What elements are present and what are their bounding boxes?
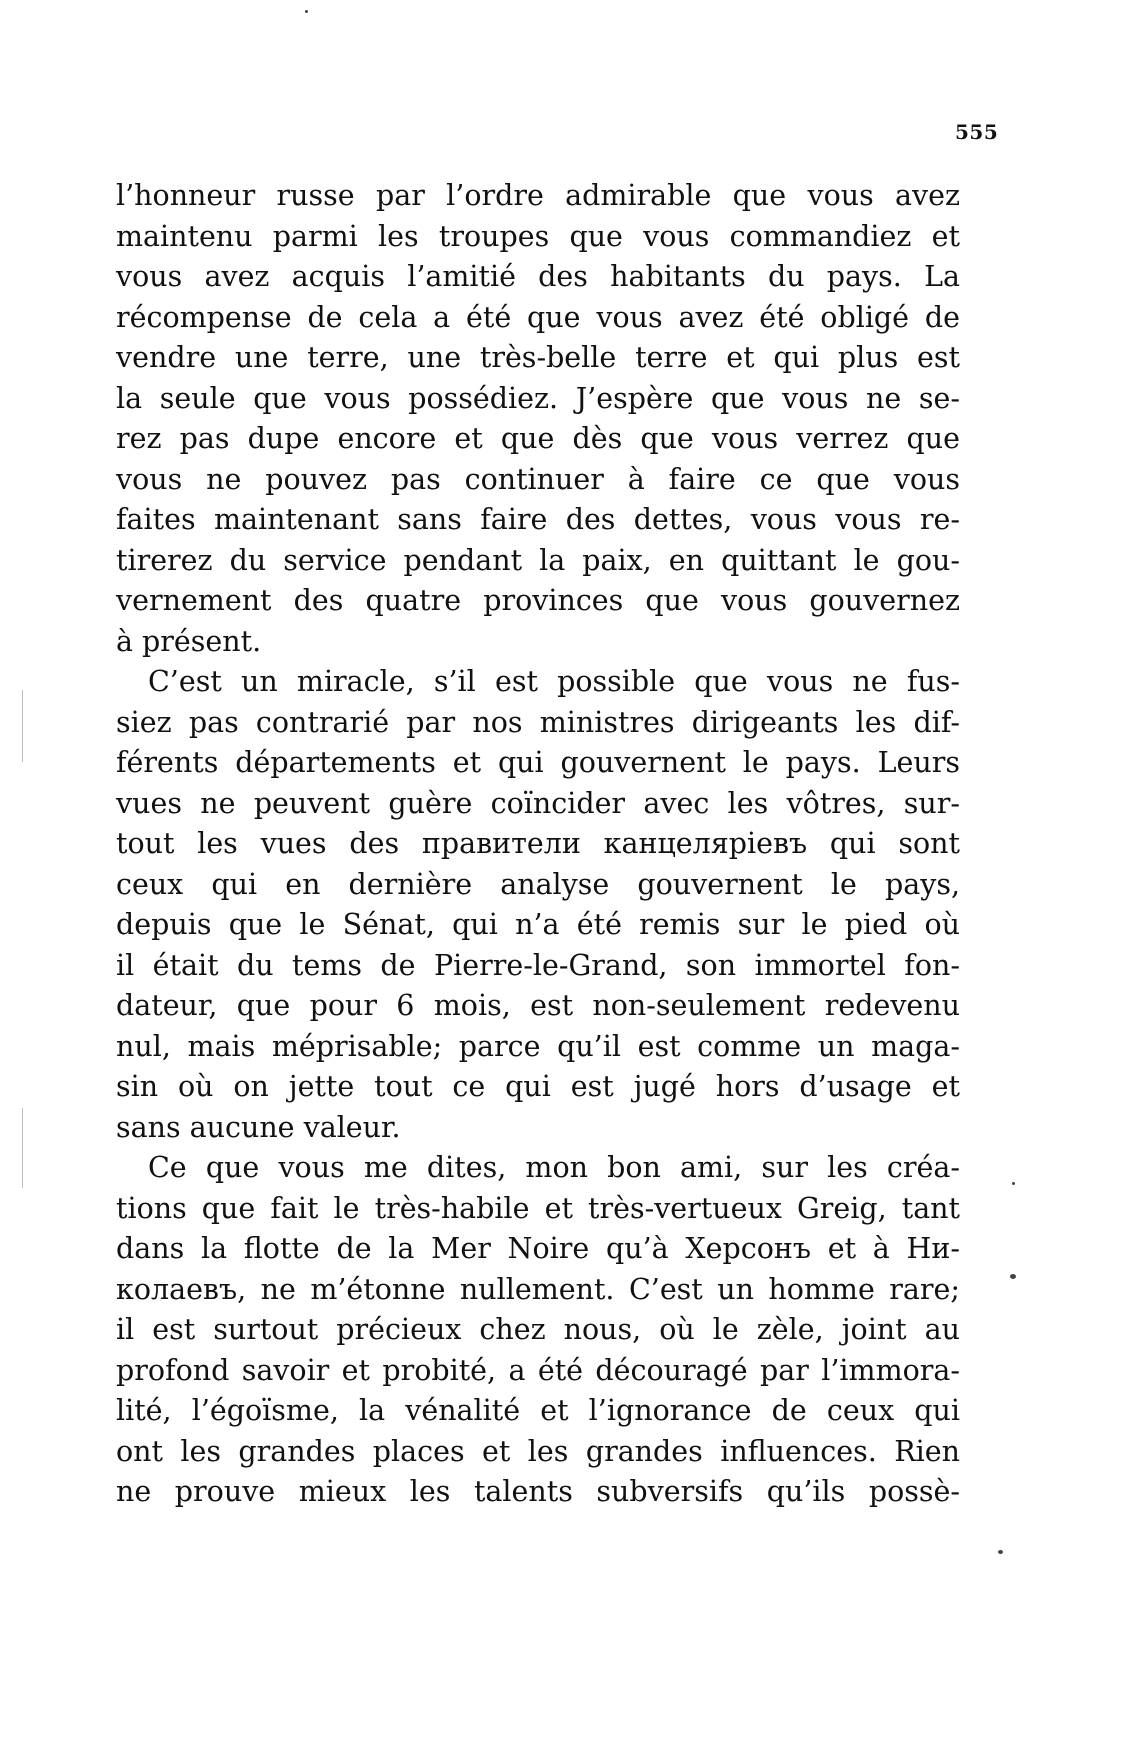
text-line: lité, l’égoïsme, la vénalité et l’ignorance de ceux qui <box>116 1394 960 1427</box>
text-line: sin où on jette tout ce qui est jugé hors d’usage et <box>116 1070 960 1103</box>
page-number: 555 <box>955 120 999 144</box>
text-line: ont les grandes places et les grandes influences. Rien <box>116 1434 960 1468</box>
text-line: vernement des quatre provinces que vous gouvernez <box>116 584 960 617</box>
text-line: la seule que vous possédiez. J’espère que vous ne se- <box>116 381 960 415</box>
text-line: nul, mais méprisable; parce qu’il est comme un maga- <box>116 1029 960 1063</box>
text-line: tout les vues des правители канцеляріевъ qui sont <box>116 827 960 860</box>
text-line: férents départements et qui gouvernent le pays. Leurs <box>116 746 960 779</box>
text-line: C’est un miracle, s’il est possible que vous ne fus- <box>148 665 960 698</box>
text-line: il est surtout précieux chez nous, où le zèle, joint au <box>116 1313 960 1346</box>
scan-speck <box>998 1550 1003 1554</box>
paragraph <box>116 1148 960 1513</box>
text-line: vendre une terre, une très-belle terre et qui plus est <box>116 341 960 374</box>
text-line: depuis que le Sénat, qui n’a été remis sur le pied où <box>116 908 960 941</box>
text-line: récompense de cela a été que vous avez été obligé de <box>116 300 960 334</box>
text-line: profond savoir et probité, a été découragé par l’immora- <box>116 1353 960 1387</box>
text-line: dateur, que pour 6 mois, est non-seulement redevenu <box>116 989 960 1022</box>
paragraph <box>116 176 960 662</box>
text-line: sans aucune valeur. <box>116 1110 401 1144</box>
text-line: tions que fait le très-habile et très-vertueux Greig, tant <box>116 1191 960 1225</box>
text-line: faites maintenant sans faire des dettes, vous vous re- <box>116 503 960 536</box>
text-line: dans la flotte de la Mer Noire qu’à Херсонъ et à Ни- <box>116 1232 960 1265</box>
text-line: tirerez du service pendant la paix, en quittant le gou- <box>116 543 960 577</box>
scan-speck <box>305 10 308 13</box>
text-line: siez pas contrarié par nos ministres dirigeants les dif- <box>116 705 960 739</box>
scan-speck <box>1012 1182 1015 1185</box>
scan-edge-mark <box>22 1108 23 1188</box>
text-line: l’honneur russe par l’ordre admirable que vous avez <box>116 179 960 212</box>
text-line: ne prouve mieux les talents subversifs qu’ils possè- <box>116 1475 960 1508</box>
scan-speck <box>1010 1274 1016 1279</box>
paragraph <box>116 662 960 1148</box>
text-line: il était du tems de Pierre-le-Grand, son immortel fon- <box>116 948 960 982</box>
text-line: rez pas dupe encore et que dès que vous verrez que <box>116 422 960 455</box>
text-line: maintenu parmi les troupes que vous commandiez et <box>116 219 960 253</box>
text-line: Ce que vous me dites, mon bon ami, sur les créa- <box>148 1151 960 1184</box>
text-line: vous ne pouvez pas continuer à faire ce que vous <box>116 462 960 496</box>
body-text <box>116 176 960 1513</box>
text-line: колаевъ, ne m’étonne nullement. C’est un homme rare; <box>116 1272 960 1306</box>
text-line: ceux qui en dernière analyse gouvernent le pays, <box>116 867 960 901</box>
text-line: à présent. <box>116 624 262 658</box>
text-line: vous avez acquis l’amitié des habitants du pays. La <box>116 260 960 293</box>
text-line: vues ne peuvent guère coïncider avec les vôtres, sur- <box>116 786 960 820</box>
scan-edge-mark <box>22 690 23 762</box>
